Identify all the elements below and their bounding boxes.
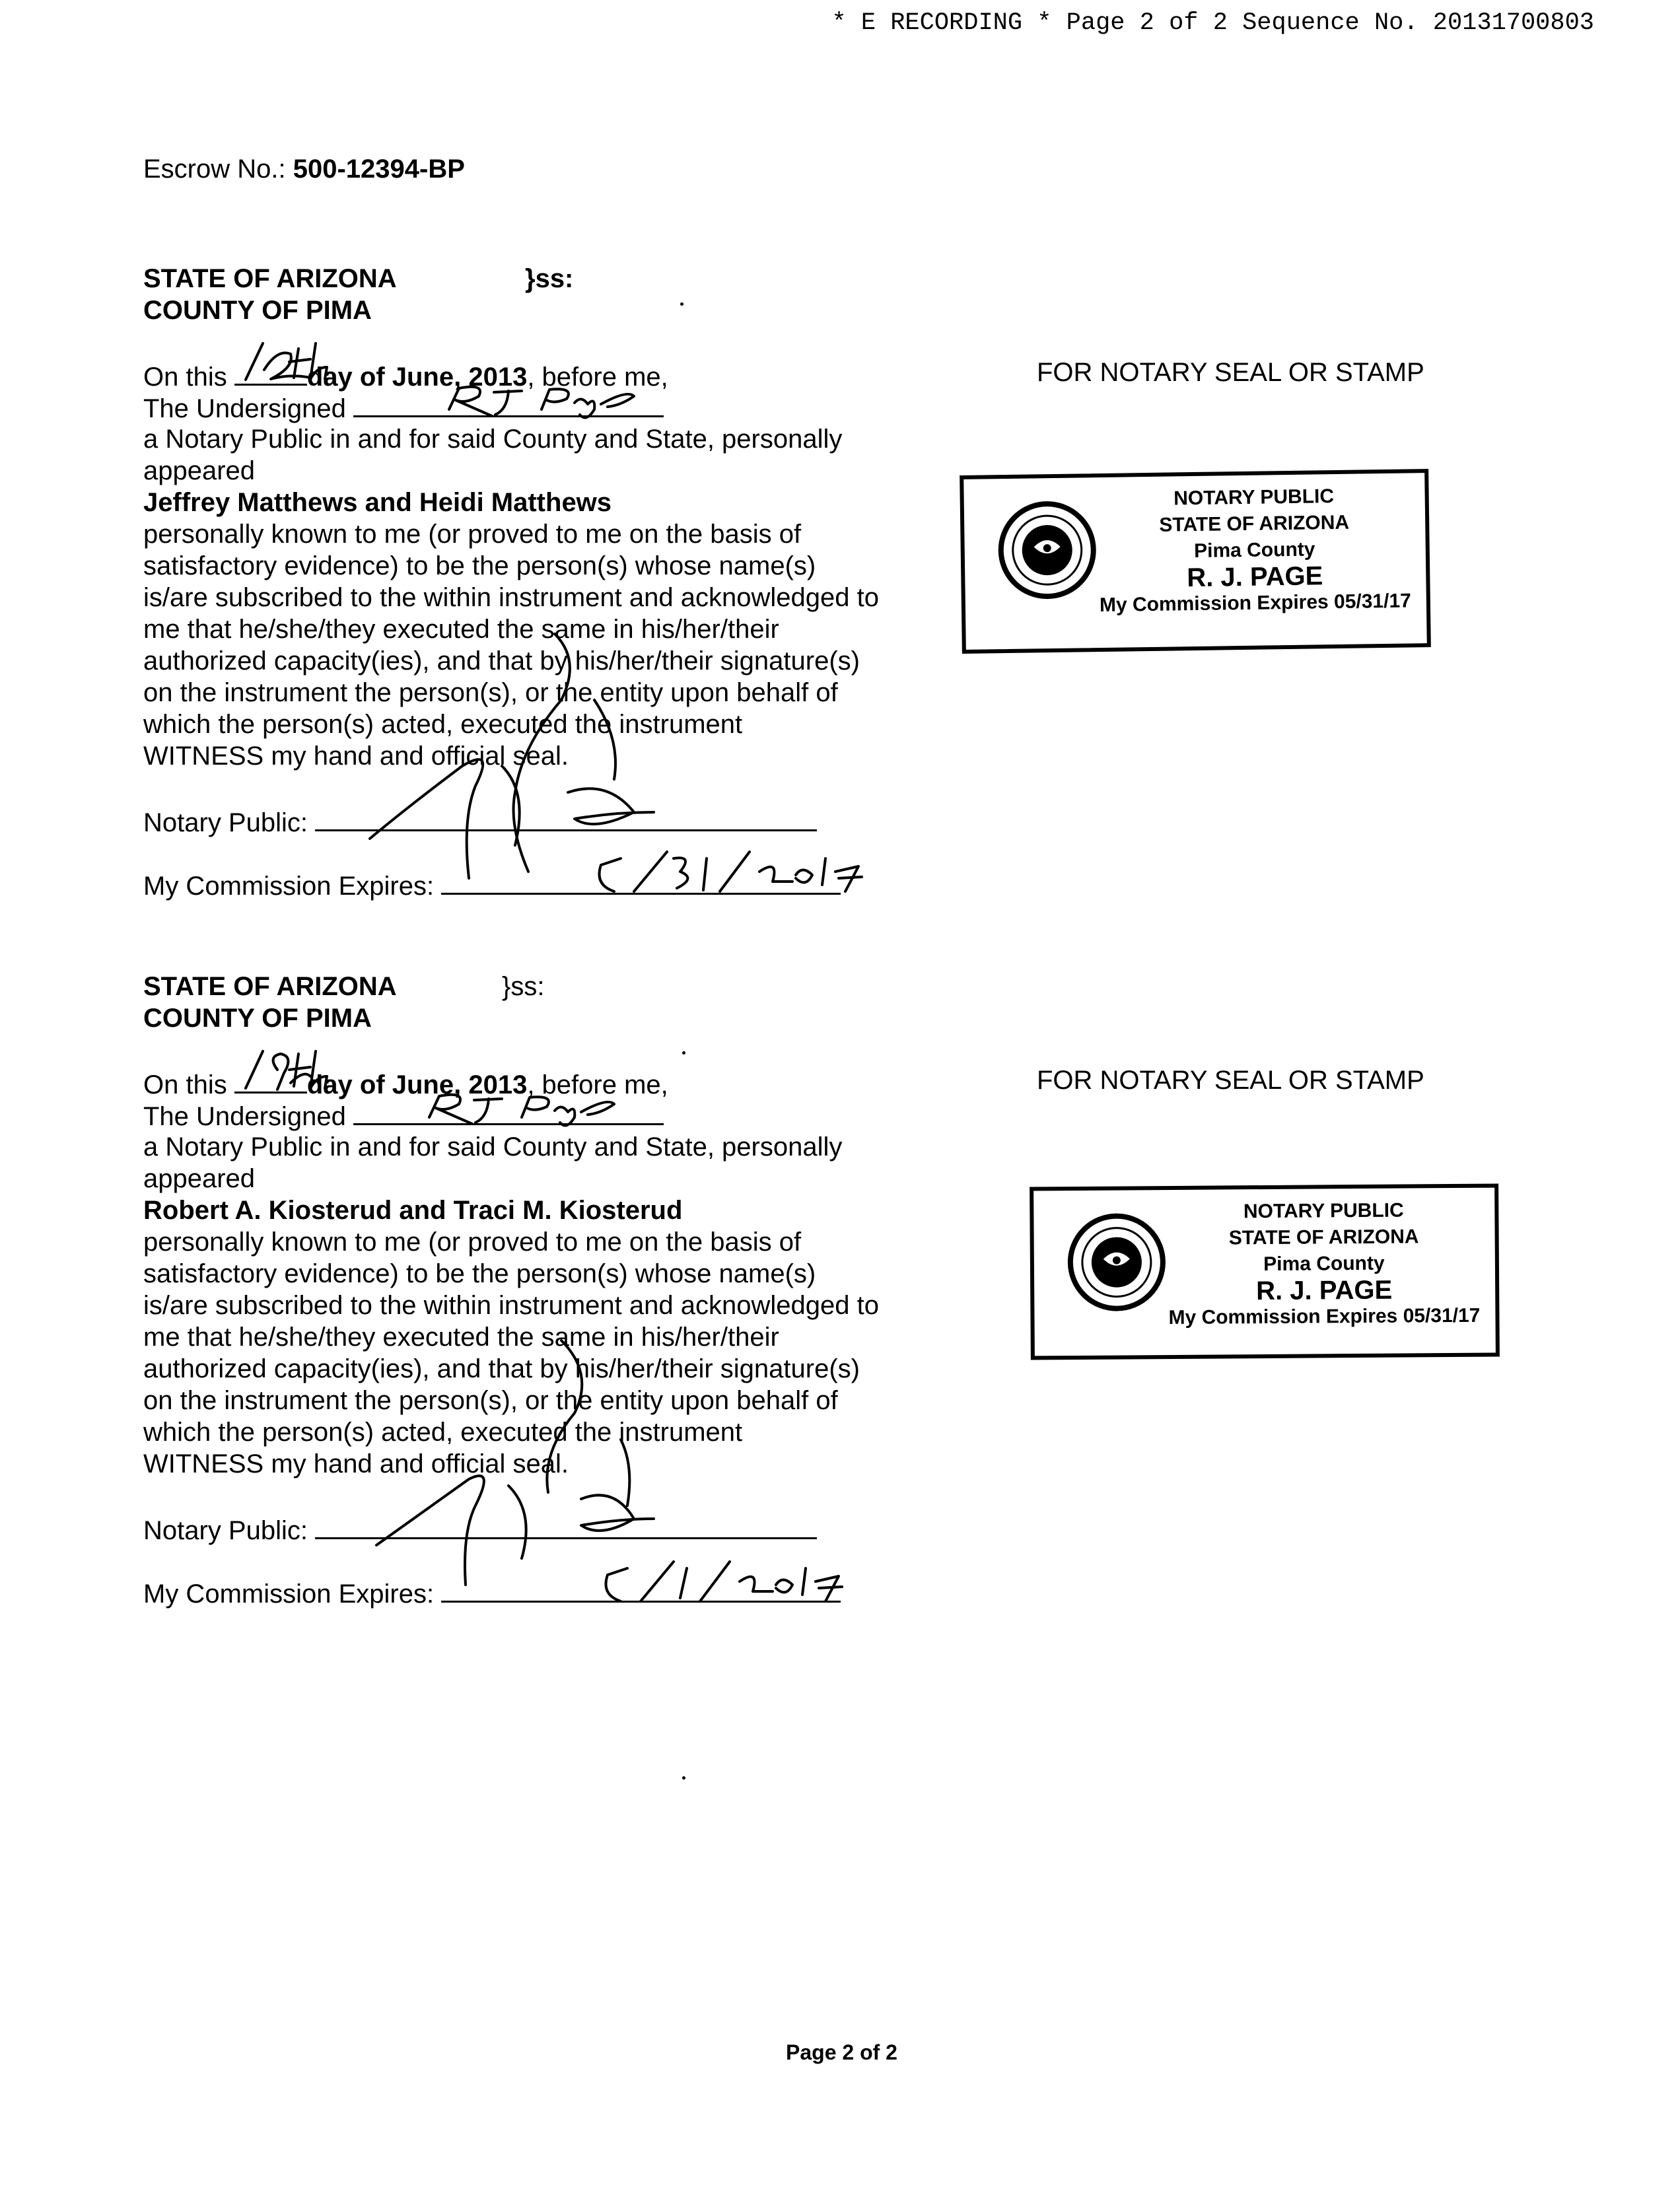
seal-label: FOR NOTARY SEAL OR STAMP [1037,1066,1424,1095]
stamp-text [1166,1197,1482,1331]
county-heading: COUNTY OF PIMA [143,1004,372,1033]
body-line: personally known to me (or proved to me on the basis of [143,520,802,549]
body-line: WITNESS my hand and official seal. [143,1449,569,1478]
body-line: which the person(s) acted, executed the instrument [143,1418,743,1447]
body-line: on the instrument the person(s), or the entity upon behalf of [143,1386,838,1415]
ss-mark: }ss: [502,972,545,1001]
notary-line: a Notary Public in and for said County and State, personally [143,425,843,454]
signer-names: Jeffrey Matthews and Heidi Matthews [143,488,612,517]
scan-speck [680,302,683,306]
seal-label: FOR NOTARY SEAL OR STAMP [1037,358,1424,387]
commission-label: My Commission Expires: [143,1580,435,1609]
stamp-line: Pima County [1193,538,1315,563]
county-heading: COUNTY OF PIMA [143,296,372,325]
page-footer: Page 2 of 2 [786,2040,897,2064]
stamp-name: R. J. PAGE [1256,1275,1393,1306]
body-line: satisfactory evidence) to be the person(s) whose name(s) [143,551,816,580]
stamp-expiry: My Commission Expires 05/31/17 [1099,590,1412,617]
escrow-label: Escrow No.: [143,155,286,184]
body-line: on the instrument the person(s), or the entity upon behalf of [143,678,838,707]
stamp-name: R. J. PAGE [1187,561,1323,593]
body-line: authorized capacity(ies), and that by his/her/their signature(s) [143,646,860,676]
ss-mark: }ss: [525,264,574,293]
undersigned-label: The Undersigned [143,394,346,423]
day-of-text: day of June, 2013 [306,1070,528,1099]
body-line: WITNESS my hand and official seal. [143,742,569,771]
undersigned-label: The Undersigned [143,1102,346,1131]
notary-public-label: Notary Public: [143,808,308,837]
scan-speck [682,1051,685,1055]
scan-speck [682,1776,685,1780]
body-line: me that he/she/they executed the same in his/her/their [143,1323,779,1352]
state-heading: STATE OF ARIZONA [143,972,397,1001]
stamp-line: NOTARY PUBLIC [1173,485,1335,510]
on-this-label: On this [143,363,227,392]
signer-names: Robert A. Kiosterud and Traci M. Kiosterud [143,1196,683,1225]
body-line: which the person(s) acted, executed the instrument [143,710,743,739]
before-me-text: , before me, [527,363,668,392]
stamp-line: Pima County [1263,1252,1385,1276]
notary-stamp [1030,1184,1500,1360]
body-line: personally known to me (or proved to me on the basis of [143,1228,802,1257]
state-heading: STATE OF ARIZONA [143,264,397,293]
stamp-line: STATE OF ARIZONA [1228,1226,1419,1249]
appeared-line: appeared [143,456,256,485]
recording-header: * E RECORDING * Page 2 of 2 Sequence No. 20131700803 [831,9,1594,37]
day-of-text: day of June, 2013 [306,363,528,392]
before-me-text: , before me, [527,1070,668,1099]
body-line: authorized capacity(ies), and that by his/her/their signature(s) [143,1354,860,1383]
body-line: is/are subscribed to the within instrument and acknowledged to [143,1291,879,1320]
stamp-line: NOTARY PUBLIC [1243,1199,1404,1223]
body-line: is/are subscribed to the within instrument and acknowledged to [143,583,879,612]
appeared-line: appeared [143,1164,256,1193]
notary-seal-icon [1067,1212,1166,1312]
body-line: me that he/she/they executed the same in his/her/their [143,615,779,644]
stamp-line: STATE OF ARIZONA [1159,511,1350,536]
body-line: satisfactory evidence) to be the person(s) whose name(s) [143,1259,816,1288]
on-this-label: On this [143,1070,227,1099]
notary-line: a Notary Public in and for said County and State, personally [143,1132,843,1162]
notary-public-label: Notary Public: [143,1516,308,1545]
stamp-expiry: My Commission Expires 05/31/17 [1168,1304,1481,1329]
commission-label: My Commission Expires: [143,872,435,901]
escrow-number: 500-12394-BP [293,155,465,184]
